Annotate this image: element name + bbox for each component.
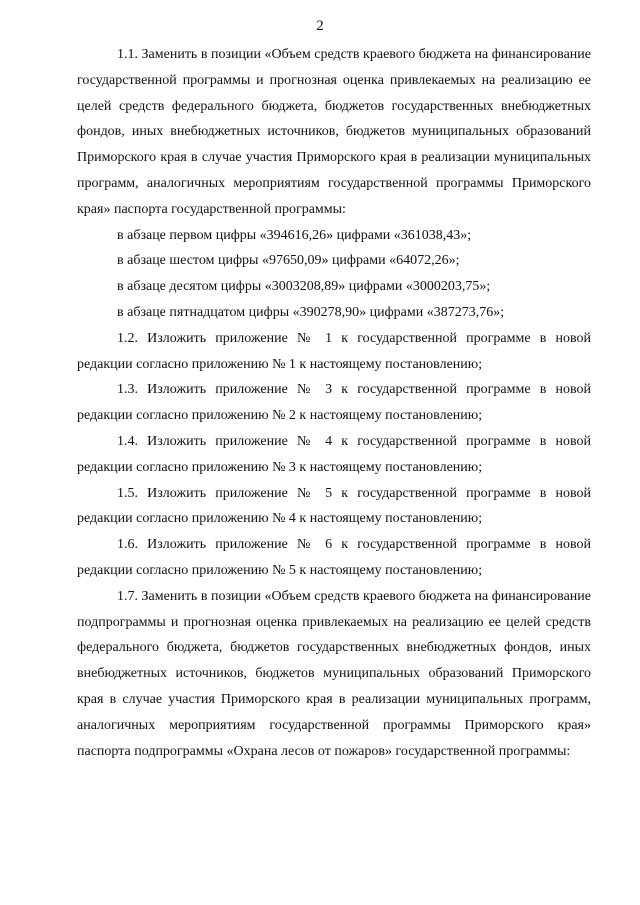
paragraph-1-3: 1.3. Изложить приложение № 3 к государственной программе в новой редакции согласно приложению № 2 к настоящему постановлению; [77, 382, 591, 424]
document-body [77, 42, 591, 764]
paragraph-1-1: 1.1. Заменить в позиции «Объем средств краевого бюджета на финансирование государственной программы и прогнозная оценка привлекаемых на реализацию ее целей средств федерального бюджета, бюджетов государственных внебюджетных фондов, иных внебюджетных источников, бюджетов муниципальных образований Приморского края в случае участия Приморского края в реализации муниципальных программ, аналогичных мероприятиям государственной программы Приморского края» паспорта государственной программы: [77, 47, 591, 217]
paragraph-1-4: 1.4. Изложить приложение № 4 к государственной программе в новой редакции согласно приложению № 3 к настоящему постановлению; [77, 433, 591, 475]
paragraph-amendment-fifteenth: в абзаце пятнадцатом цифры «390278,90» цифрами «387273,76»; [117, 304, 505, 320]
paragraph-amendment-tenth: в абзаце десятом цифры «3003208,89» цифрами «3000203,75»; [117, 279, 491, 295]
paragraph-1-2: 1.2. Изложить приложение № 1 к государственной программе в новой редакции согласно приложению № 1 к настоящему постановлению; [77, 330, 591, 372]
paragraph-amendment-first: в абзаце первом цифры «394616,26» цифрами «361038,43»; [117, 227, 472, 243]
paragraph-amendment-sixth: в абзаце шестом цифры «97650,09» цифрами «64072,26»; [117, 253, 460, 269]
paragraph-1-5: 1.5. Изложить приложение № 5 к государственной программе в новой редакции согласно приложению № 4 к настоящему постановлению; [77, 485, 591, 527]
paragraph-1-7: 1.7. Заменить в позиции «Объем средств краевого бюджета на финансирование подпрограммы и прогнозная оценка привлекаемых на реализацию ее целей средств федерального бюджета, бюджетов государственных внебюджетных фондов, иных внебюджетных источников, бюджетов муниципальных образований Приморского края в случае участия Приморского края в реализации муниципальных программ, аналогичных мероприятиям государственной программы Приморского края» паспорта подпрограммы «Охрана лесов от пожаров» государственной программы: [77, 588, 591, 759]
page-number: 2 [316, 18, 324, 34]
paragraph-1-6: 1.6. Изложить приложение № 6 к государственной программе в новой редакции согласно приложению № 5 к настоящему постановлению; [77, 537, 591, 578]
